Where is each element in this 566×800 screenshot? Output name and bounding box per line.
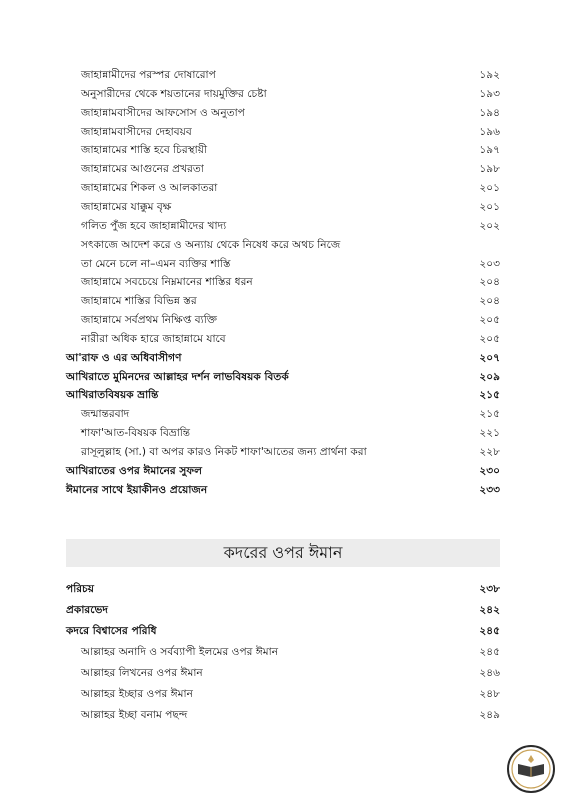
toc-entry-page: ২০১ bbox=[479, 200, 500, 213]
toc-entry-page: ২৩৩ bbox=[479, 483, 500, 496]
toc-entry-page: ১৯২ bbox=[479, 69, 500, 81]
toc-entry[interactable] bbox=[66, 330, 500, 348]
toc-entry[interactable] bbox=[66, 481, 500, 499]
toc-entry[interactable] bbox=[66, 85, 500, 103]
toc-entry-page: ২৪৫ bbox=[479, 646, 500, 658]
toc-entry-page: ২২১ bbox=[479, 427, 500, 440]
toc-entry-page: ২০৪ bbox=[479, 276, 500, 289]
toc-entry[interactable] bbox=[66, 349, 500, 367]
toc-entry-title: কদরে বিশ্বাসের পরিধি bbox=[66, 625, 157, 637]
toc-entry-title: আখিরাতে মুমিনদের আল্লাহর দর্শন লাভবিষয়ক বিতর্ক bbox=[66, 370, 289, 383]
toc-entry-page: ২০৯ bbox=[479, 370, 500, 383]
toc-entry[interactable] bbox=[66, 104, 500, 122]
toc-entry-title: আ'রাফ ও এর অধিবাসীগণ bbox=[66, 351, 182, 364]
toc-entry[interactable] bbox=[66, 179, 500, 197]
toc-entry-title: জাহান্নামবাসীদের দেহাবয়ব bbox=[81, 125, 192, 138]
toc-entry-title: জাহান্নামের যাক্কুম বৃক্ষ bbox=[81, 200, 172, 213]
toc-entry-title: পরিচয় bbox=[66, 583, 95, 595]
toc-entry[interactable] bbox=[66, 198, 500, 216]
toc-entry[interactable] bbox=[66, 462, 500, 480]
toc-entry-page: ২০৭ bbox=[479, 351, 500, 364]
toc-entry[interactable] bbox=[66, 368, 500, 386]
toc-entry-page: ২০৫ bbox=[479, 314, 500, 327]
toc-entry-title: অনুসারীদের থেকে শয়তানের দায়মুক্তির চেষ্টা bbox=[81, 87, 267, 100]
toc-entry-page: ২৪৫ bbox=[479, 625, 500, 637]
toc-entry[interactable] bbox=[66, 405, 500, 423]
toc-entry-title: নারীরা অধিক হারে জাহান্নামে যাবে bbox=[81, 332, 226, 345]
toc-entry-title: শাফা'আত-বিষয়ক বিভ্রান্তি bbox=[81, 427, 191, 440]
toc-entry-page: ২০৫ bbox=[479, 332, 500, 345]
toc-entry-page: ২০৪ bbox=[479, 295, 500, 308]
toc-entry-title: সৎকাজে আদেশ করে ও অন্যায় থেকে নিষেধ করে অথচ নিজে bbox=[81, 238, 341, 251]
toc-entry-title: জাহান্নামের শাস্তি হবে চিরস্থায়ী bbox=[81, 144, 208, 157]
toc-entry-page: ২৪২ bbox=[479, 604, 500, 616]
toc-entry-page: ২৪৯ bbox=[479, 709, 500, 721]
toc-entry[interactable] bbox=[66, 66, 500, 84]
toc-entry[interactable] bbox=[66, 664, 500, 682]
toc-entry-page: ২১৫ bbox=[479, 389, 500, 402]
book-logo-icon bbox=[506, 744, 556, 794]
toc-entry-title: আখিরাতবিষয়ক ভ্রান্তি bbox=[66, 389, 159, 402]
toc-entry-title: জাহান্নামীদের পরস্পর দোষারোপ bbox=[81, 69, 216, 81]
toc-entry[interactable] bbox=[66, 622, 500, 640]
toc-entry-title: তা মেনে চলে না–এমন ব্যক্তির শাস্তি bbox=[81, 257, 231, 270]
toc-entry-page: ১৯৮ bbox=[479, 163, 500, 176]
toc-entry-page: ২৩৮ bbox=[479, 583, 500, 595]
toc-entry-title: ঈমানের সাথে ইয়াকীনও প্রয়োজন bbox=[66, 483, 208, 496]
toc-entry-page: ১৯৪ bbox=[479, 106, 500, 119]
toc-entry-page: ২৪৬ bbox=[479, 667, 500, 679]
toc-entry-page: ২৩০ bbox=[479, 464, 500, 477]
toc-entry-title: জাহান্নামবাসীদের আফসোস ও অনুতাপ bbox=[81, 106, 245, 119]
section-heading: কদরের ওপর ঈমান bbox=[66, 539, 500, 567]
toc-entry[interactable] bbox=[66, 123, 500, 141]
toc-entry-title: জাহান্নামের আগুনের প্রখরতা bbox=[81, 163, 204, 176]
toc-entry-title: জন্মান্তরবাদ bbox=[81, 408, 130, 421]
toc-entry-page: ১৯৬ bbox=[479, 125, 500, 138]
toc-entry-title: আল্লাহর ইচ্ছার ওপর ঈমান bbox=[81, 688, 193, 700]
toc-entry-title: আল্লাহর অনাদি ও সর্বব্যাপী ইলমের ওপর ঈমান bbox=[81, 646, 279, 658]
toc-entry-title: জাহান্নামের শিকল ও আলকাতরা bbox=[81, 182, 218, 195]
toc-entry[interactable] bbox=[66, 386, 500, 404]
toc-entry[interactable] bbox=[66, 292, 500, 310]
toc-entry[interactable] bbox=[66, 685, 500, 703]
toc-entry[interactable] bbox=[66, 217, 500, 235]
toc-entry[interactable] bbox=[66, 255, 500, 273]
toc-entry-page: ২২৮ bbox=[479, 446, 500, 458]
toc-entry[interactable] bbox=[66, 160, 500, 178]
toc-entry[interactable] bbox=[66, 706, 500, 724]
toc-entry-title: আখিরাতের ওপর ঈমানের সুফল bbox=[66, 464, 203, 477]
toc-entry[interactable] bbox=[66, 443, 500, 461]
toc-entry-title: জাহান্নামে সর্বপ্রথম নিক্ষিপ্ত ব্যক্তি bbox=[81, 314, 218, 327]
toc-entry[interactable] bbox=[66, 141, 500, 159]
toc-entry-page: ২০২ bbox=[479, 219, 500, 232]
toc-entry[interactable] bbox=[66, 580, 500, 598]
toc-entry[interactable] bbox=[66, 643, 500, 661]
toc-entry-title: জাহান্নামে শাস্তির বিভিন্ন স্তর bbox=[81, 295, 197, 308]
toc-entry-title: আল্লাহর লিখনের ওপর ঈমান bbox=[81, 667, 203, 679]
toc-entry-page: ১৯৭ bbox=[479, 144, 500, 157]
toc-entry-page: ২০১ bbox=[479, 182, 500, 195]
toc-entry-page: ২১৫ bbox=[479, 408, 500, 421]
toc-entry-page: ২০৩ bbox=[479, 257, 500, 270]
toc-entry-title: জাহান্নামে সবচেয়ে নিম্নমানের শাস্তির ধরন bbox=[81, 276, 253, 289]
toc-entry[interactable] bbox=[66, 424, 500, 442]
toc-entry[interactable] bbox=[66, 601, 500, 619]
toc-entry-title: প্রকারভেদ bbox=[66, 604, 108, 616]
toc-entry-page: ২৪৮ bbox=[479, 688, 500, 700]
toc-entry-title: গলিত পুঁজ হবে জাহান্নামীদের খাদ্য bbox=[81, 219, 227, 232]
toc-entry[interactable] bbox=[66, 311, 500, 329]
toc-entry-page: ১৯৩ bbox=[479, 87, 500, 100]
toc-entry[interactable] bbox=[66, 236, 500, 254]
toc-entry[interactable] bbox=[66, 273, 500, 291]
toc-entry-title: আল্লাহর ইচ্ছা বনাম পছন্দ bbox=[81, 709, 188, 721]
toc-entry-title: রাসূলুল্লাহ (সা.) বা অপর কারও নিকট শাফা'আতের জন্য প্রার্থনা করা bbox=[81, 446, 367, 458]
